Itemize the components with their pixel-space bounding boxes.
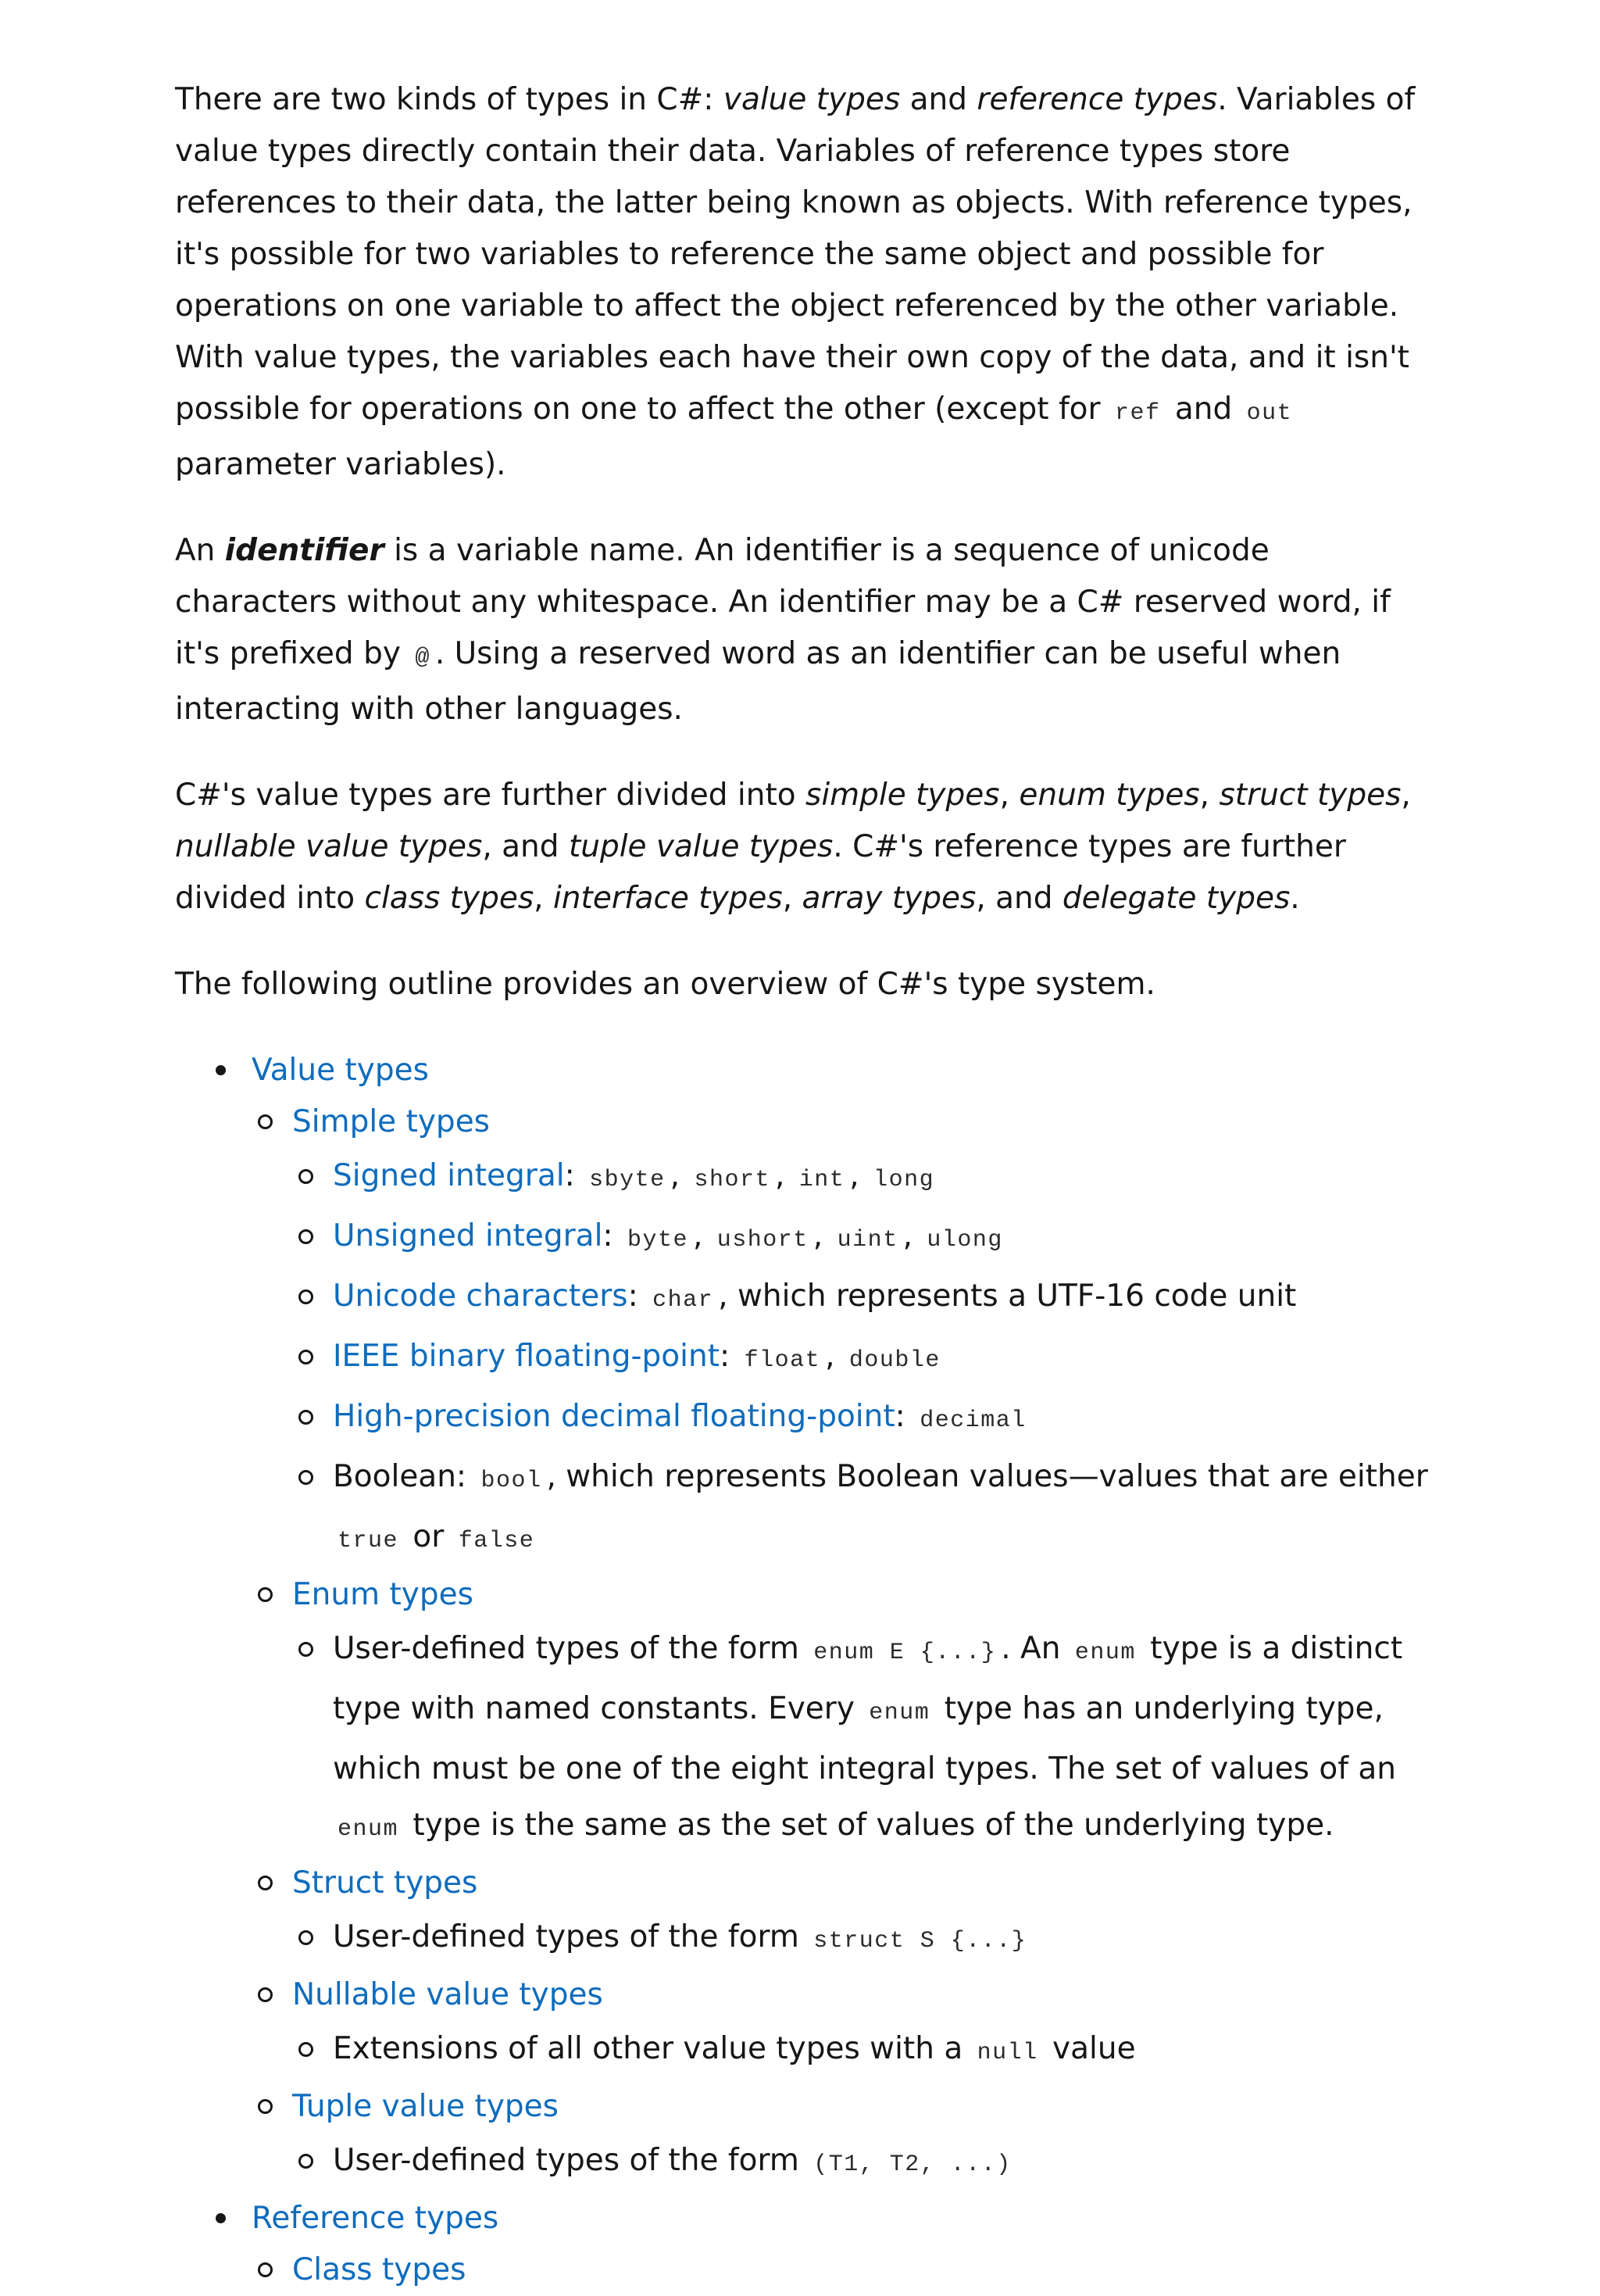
code-short: short <box>694 1167 770 1193</box>
list-item-enum-types <box>252 1569 1433 1858</box>
code-enum: enum <box>338 1816 399 1843</box>
text: : <box>720 1339 740 1374</box>
link-enum-types[interactable]: Enum types <box>292 1577 473 1612</box>
list-item-enum-description <box>292 1621 1433 1858</box>
text: . C#'s reference types are further divided into <box>175 829 1346 916</box>
list-item-decimal-floating-point <box>292 1389 1433 1449</box>
link-tuple-value-types[interactable]: Tuple value types <box>292 2089 559 2124</box>
link-struct-types[interactable]: Struct types <box>292 1865 478 1901</box>
text: Extensions of all other value types with a <box>333 2031 973 2066</box>
list-item-struct-types <box>252 1858 1433 1969</box>
text: type has an underlying type, which must be one of the eight integral types. The set of values of an <box>333 1691 1396 1786</box>
text: There are two kinds of types in C#: <box>175 82 723 117</box>
text: and <box>1165 392 1242 427</box>
text: : <box>564 1158 585 1193</box>
text: C#'s value types are further divided into <box>175 778 806 813</box>
code-out: out <box>1246 400 1293 427</box>
simple-types-sublist <box>292 1148 1433 1569</box>
text: , and <box>482 829 569 864</box>
term-array-types: array types <box>802 881 977 916</box>
text: : <box>627 1279 648 1314</box>
list-item-nullable-description <box>292 2021 1433 2081</box>
code-ushort: ushort <box>716 1227 809 1254</box>
code-float: float <box>744 1347 821 1374</box>
text: : <box>895 1399 916 1434</box>
text: is a variable name. An identifier is a sequence of unicode characters without any whitespace. An identifier may be a C# reserved word, if it's prefixed by <box>175 533 1391 671</box>
code-uint: uint <box>837 1227 898 1254</box>
term-tuple-value-types: tuple value types <box>568 829 834 864</box>
link-class-types[interactable]: Class types <box>292 2252 466 2287</box>
link-unsigned-integral[interactable]: Unsigned integral <box>333 1218 603 1254</box>
article-body <box>175 74 1433 2296</box>
text: . Variables of value types directly contain their data. Variables of reference types store references to their data, the latter being known as objects. With reference types, it's possible for two variables to reference the same object and possible for operations on one variable to affect the object referenced by the other variable. With value types, the variables each have their own copy of the data, and it isn't possible for operations on one to affect the other (except for <box>175 82 1416 427</box>
code-byte: byte <box>627 1227 688 1254</box>
list-item-ieee-binary-floating-point: IEEE binary floating-point: float , double <box>292 1329 1433 1389</box>
text: , and <box>976 881 1062 916</box>
paragraph-value-vs-reference <box>175 74 1433 491</box>
text: . Using a reserved word as an identifier can be useful when interacting with other languages. <box>175 636 1341 727</box>
list-item-unicode-characters <box>292 1268 1433 1329</box>
paragraph-outline-intro: The following outline provides an overview of C#'s type system. <box>175 967 1155 1002</box>
link-value-types[interactable]: Value types <box>252 1053 429 1088</box>
code-decimal: decimal <box>920 1407 1027 1434</box>
list-item-tuple-value-types <box>252 2081 1433 2193</box>
list-item-value-types <box>175 1045 1433 2193</box>
term-identifier: identifier <box>224 533 384 568</box>
link-nullable-value-types[interactable]: Nullable value types <box>292 1977 603 2012</box>
code-double: double <box>848 1347 941 1374</box>
code-enum-form: enum E {...} <box>813 1640 997 1666</box>
text: , which represents Boolean values—values that are either <box>546 1459 1428 1494</box>
term-enum-types: enum types <box>1019 778 1200 813</box>
term-class-types: class types <box>364 881 534 916</box>
link-simple-types[interactable]: Simple types <box>292 1104 491 1139</box>
value-types-sublist <box>252 1096 1433 2193</box>
text: , <box>1199 778 1220 813</box>
text: type is the same as the set of values of the underlying type. <box>403 1808 1334 1843</box>
text: : <box>602 1218 623 1254</box>
code-int: int <box>798 1167 845 1193</box>
term-simple-types: simple types <box>805 778 1000 813</box>
term-nullable-value-types: nullable value types <box>175 829 483 864</box>
reference-types-sublist <box>252 2244 1433 2296</box>
text: type is a distinct type with named constants. Every <box>333 1631 1403 1726</box>
link-reference-types[interactable]: Reference types <box>252 2201 499 2236</box>
link-decimal-floating-point[interactable]: High-precision decimal floating-point <box>333 1399 895 1434</box>
list-item-struct-description <box>292 1909 1433 1969</box>
text: or <box>403 1519 454 1554</box>
paragraph-identifier <box>175 525 1433 735</box>
struct-types-sublist <box>292 1909 1433 1969</box>
text: , <box>999 778 1020 813</box>
text: , <box>1401 778 1411 813</box>
text: , which represents a UTF-16 code unit <box>718 1279 1297 1314</box>
paragraph-type-divisions <box>175 770 1433 924</box>
term-struct-types: struct types <box>1219 778 1402 813</box>
code-enum: enum <box>1074 1640 1136 1666</box>
text: An <box>175 533 225 568</box>
term-interface-types: interface types <box>552 881 783 916</box>
code-null: null <box>977 2040 1038 2066</box>
term-delegate-types: delegate types <box>1062 881 1291 916</box>
code-struct-form: struct S {...} <box>813 1928 1027 1954</box>
text: User-defined types of the form <box>333 1919 809 1954</box>
list-item-nullable-value-types <box>252 1969 1433 2081</box>
code-ref: ref <box>1114 400 1161 427</box>
list-item-reference-types <box>175 2193 1433 2296</box>
text: , <box>782 881 802 916</box>
text: User-defined types of the form <box>333 1631 809 1666</box>
code-sbyte: sbyte <box>589 1167 666 1193</box>
code-bool: bool <box>480 1468 542 1494</box>
code-char: char <box>652 1287 714 1314</box>
list-item-boolean <box>292 1449 1433 1569</box>
list-item-signed-integral: Signed integral: sbyte , short , int , long <box>292 1148 1433 1208</box>
text: , <box>534 881 553 916</box>
text: and <box>900 82 977 117</box>
link-ieee-binary-floating-point[interactable]: IEEE binary floating-point <box>333 1339 720 1374</box>
term-value-types: value types <box>723 82 901 117</box>
code-enum: enum <box>869 1700 930 1726</box>
link-unicode-characters[interactable]: Unicode characters <box>333 1279 628 1314</box>
list-item-tuple-description <box>292 2133 1433 2193</box>
term-reference-types: reference types <box>977 82 1218 117</box>
link-signed-integral[interactable]: Signed integral <box>333 1158 565 1193</box>
type-outline <box>175 1045 1433 2296</box>
enum-types-sublist <box>292 1621 1433 1858</box>
text: value <box>1042 2031 1136 2066</box>
text: User-defined types of the form <box>333 2143 809 2178</box>
code-tuple-form: (T1, T2, ...) <box>813 2151 1012 2178</box>
code-false: false <box>458 1528 535 1554</box>
text: . An <box>1001 1631 1070 1666</box>
list-item-simple-types <box>252 1096 1433 1569</box>
code-at: @ <box>415 645 430 671</box>
text: Boolean: <box>333 1459 477 1494</box>
code-ulong: ulong <box>927 1227 1003 1254</box>
text: . <box>1290 881 1300 916</box>
list-item-unsigned-integral: Unsigned integral: byte , ushort , uint , ulong <box>292 1208 1433 1268</box>
tuple-types-sublist <box>292 2133 1433 2193</box>
text: parameter variables). <box>175 447 506 482</box>
nullable-types-sublist <box>292 2021 1433 2081</box>
code-true: true <box>338 1528 399 1554</box>
list-item-class-types <box>252 2244 1433 2296</box>
code-long: long <box>873 1167 935 1193</box>
